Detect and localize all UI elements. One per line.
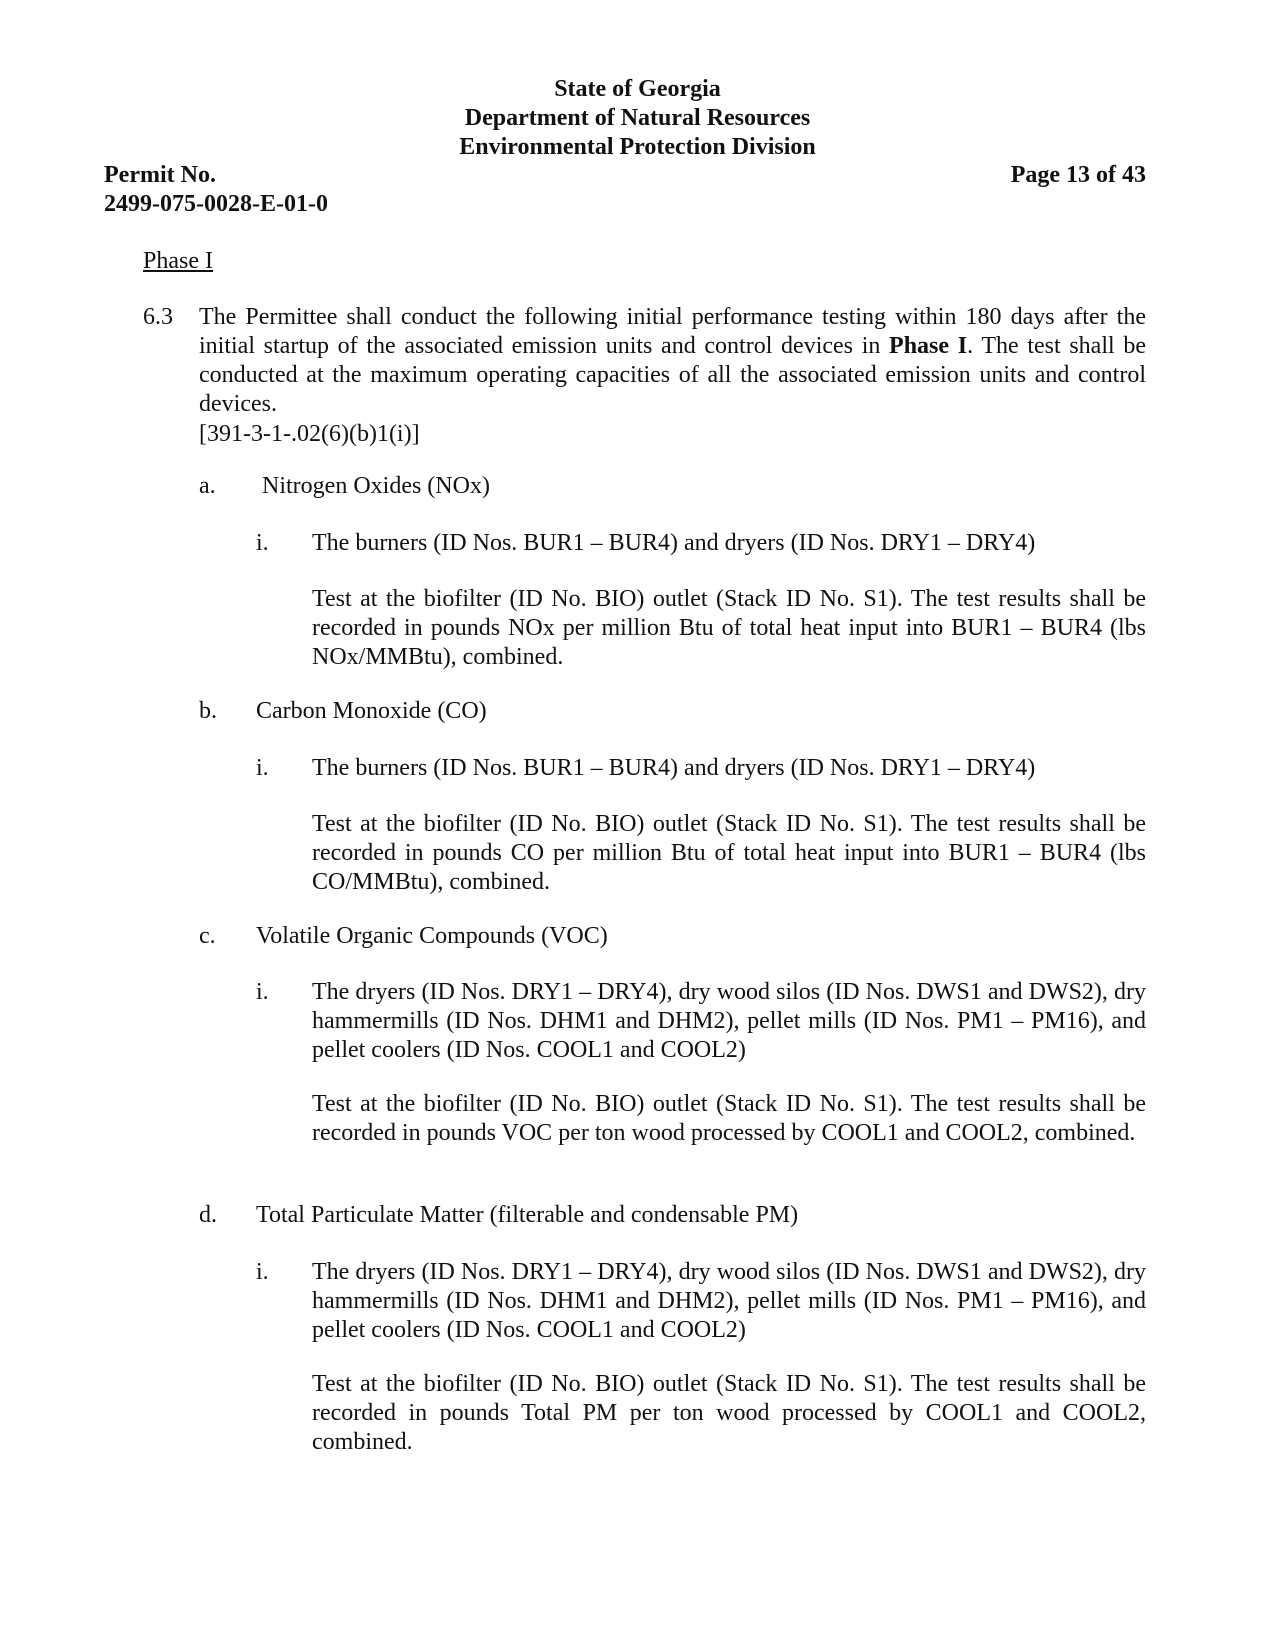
agency-state: State of Georgia (554, 76, 721, 102)
agency-department: Department of Natural Resources (464, 105, 811, 131)
agency-division: Environmental Protection Division (459, 134, 816, 160)
page-number: Page 13 of 43 (1010, 162, 1146, 188)
subitem-roman: i. (256, 530, 269, 556)
item-title: Nitrogen Oxides (NOx) (262, 473, 490, 499)
subitem-roman: i. (256, 979, 269, 1005)
condition-text (199, 303, 1146, 419)
subitem-units: The dryers (ID Nos. DRY1 – DRY4), dry wood silos (ID Nos. DWS1 and DWS2), dry hammermills (ID Nos. DHM1 and DHM2), pellet mills (ID Nos. PM1 – PM16), and pellet coolers (ID Nos. COOL1 and COOL2) (312, 979, 1146, 1063)
subitem-units: The burners (ID Nos. BUR1 – BUR4) and dryers (ID Nos. DRY1 – DRY4) (312, 755, 1036, 781)
subitem-test: Test at the biofilter (ID No. BIO) outlet (Stack ID No. S1). The test results shall be recorded in pounds Total PM per ton wood processed by COOL1 and COOL2, combined. (312, 1371, 1146, 1455)
subitem-roman: i. (256, 755, 269, 781)
item-letter: b. (199, 698, 217, 724)
subitem-roman: i. (256, 1259, 269, 1285)
item-title: Total Particulate Matter (filterable and condensable PM) (256, 1202, 799, 1228)
subitem-units: The dryers (ID Nos. DRY1 – DRY4), dry wood silos (ID Nos. DWS1 and DWS2), dry hammermills (ID Nos. DHM1 and DHM2), pellet mills (ID Nos. PM1 – PM16), and pellet coolers (ID Nos. COOL1 and COOL2) (312, 1259, 1146, 1343)
item-letter: c. (199, 923, 216, 949)
permit-block (104, 161, 328, 219)
subitem-test: Test at the biofilter (ID No. BIO) outlet (Stack ID No. S1). The test results shall be recorded in pounds NOx per million Btu of total heat input into BUR1 – BUR4 (lbs NOx/MMBtu), combined. (312, 586, 1146, 670)
condition-number: 6.3 (143, 304, 173, 330)
item-title: Volatile Organic Compounds (VOC) (256, 923, 608, 949)
item-title: Carbon Monoxide (CO) (256, 698, 487, 724)
permit-number: 2499-075-0028-E-01-0 (104, 191, 328, 217)
condition-text-bold: Phase I (889, 333, 968, 359)
subitem-units: The burners (ID Nos. BUR1 – BUR4) and dryers (ID Nos. DRY1 – DRY4) (312, 530, 1036, 556)
condition-citation: [391-3-1-.02(6)(b)1(i)] (199, 421, 420, 447)
item-letter: d. (199, 1202, 217, 1228)
item-letter: a. (199, 473, 216, 499)
condition-text-start: The Permittee shall conduct the following initial performance testing within 180 days after the initial startup of the associated emission units and control devices in (199, 304, 1146, 359)
subitem-test: Test at the biofilter (ID No. BIO) outlet (Stack ID No. S1). The test results shall be recorded in pounds CO per million Btu of total heat input into BUR1 – BUR4 (lbs CO/MMBtu), combined. (312, 811, 1146, 895)
permit-label: Permit No. (104, 162, 216, 188)
subitem-test: Test at the biofilter (ID No. BIO) outlet (Stack ID No. S1). The test results shall be recorded in pounds VOC per ton wood processed by COOL1 and COOL2, combined. (312, 1091, 1146, 1146)
phase-heading: Phase I (143, 248, 213, 274)
agency-header (0, 75, 1275, 162)
condition-text-end: . The test shall be conducted at the maximum operating capacities of all the associated emission units and control devices. (199, 333, 1146, 417)
